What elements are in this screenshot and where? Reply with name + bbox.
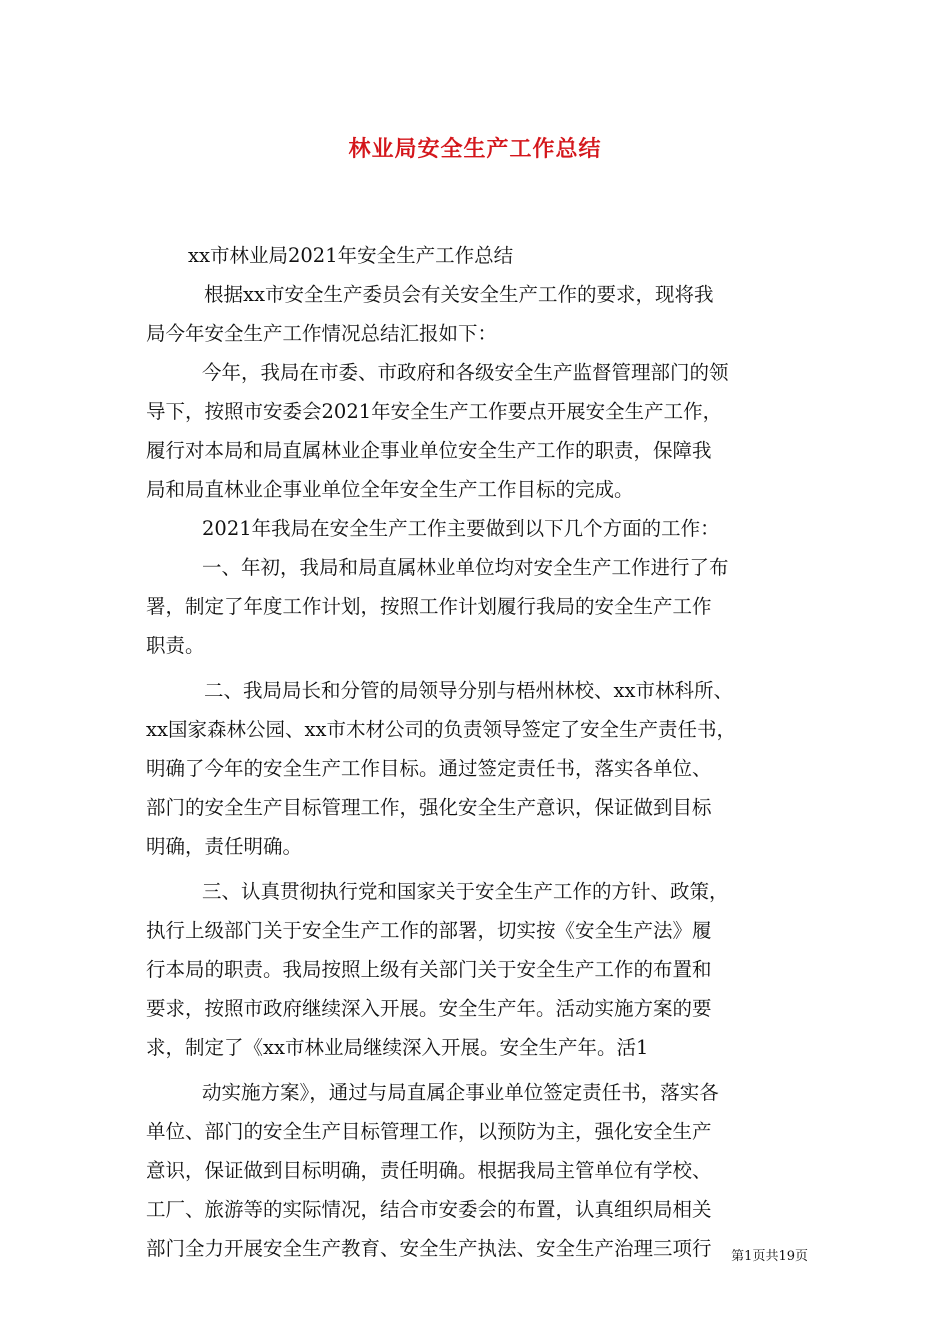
paragraph-line: 动实施方案》，通过与局直属企事业单位签定责任书，落实各 <box>202 1081 719 1104</box>
paragraph-line: 今年，我局在市委、市政府和各级安全生产监督管理部门的领 <box>202 361 729 384</box>
paragraph-line: 职责。 <box>146 634 205 657</box>
paragraph-line: 2021年我局在安全生产工作主要做到以下几个方面的工作： <box>202 517 720 540</box>
paragraph-line: 三、认真贯彻执行党和国家关于安全生产工作的方针、政策， <box>202 880 729 903</box>
paragraph-line: 履行对本局和局直属林业企事业单位安全生产工作的职责，保障我 <box>146 439 712 462</box>
paragraph-line: 意识，保证做到目标明确，责任明确。根据我局主管单位有学校、 <box>146 1159 712 1182</box>
paragraph-line: 导下，按照市安委会2021年安全生产工作要点开展安全生产工作， <box>146 400 723 423</box>
paragraph-line: 部门的安全生产目标管理工作，强化安全生产意识，保证做到目标 <box>146 796 712 819</box>
paragraph-line: 署，制定了年度工作计划，按照工作计划履行我局的安全生产工作 <box>146 595 712 618</box>
paragraph-line: 局今年安全生产工作情况总结汇报如下： <box>146 322 498 345</box>
paragraph-line: 执行上级部门关于安全生产工作的部署，切实按《安全生产法》履 <box>146 919 712 942</box>
document-title: 林业局安全生产工作总结 <box>348 137 602 162</box>
paragraph-line: 局和局直林业企事业单位全年安全生产工作目标的完成。 <box>146 478 634 501</box>
page-number-footer: 第1页共19页 <box>731 1249 808 1264</box>
paragraph-line: 根据xx市安全生产委员会有关安全生产工作的要求，现将我 <box>204 283 714 306</box>
paragraph-line: 单位、部门的安全生产目标管理工作，以预防为主，强化安全生产 <box>146 1120 712 1143</box>
paragraph-line: 二、我局局长和分管的局领导分别与梧州林校、xx市林科所、 <box>204 679 733 702</box>
paragraph-line: 要求，按照市政府继续深入开展。安全生产年。活动实施方案的要 <box>146 997 712 1020</box>
paragraph-line: 明确了今年的安全生产工作目标。通过签定责任书，落实各单位、 <box>146 757 712 780</box>
paragraph-line: 求，制定了《xx市林业局继续深入开展。安全生产年。活1 <box>146 1036 649 1059</box>
document-body <box>146 236 808 1268</box>
subtitle-line: xx市林业局2021年安全生产工作总结 <box>188 244 514 267</box>
paragraph-line: 明确，责任明确。 <box>146 835 303 858</box>
paragraph-line: 一、年初，我局和局直属林业单位均对安全生产工作进行了布 <box>202 556 729 579</box>
paragraph-line: 部门全力开展安全生产教育、安全生产执法、安全生产治理三项行 <box>146 1237 712 1260</box>
paragraph-line: 行本局的职责。我局按照上级有关部门关于安全生产工作的布置和 <box>146 958 712 981</box>
paragraph-line: 工厂、旅游等的实际情况，结合市安委会的布置，认真组织局相关 <box>146 1198 712 1221</box>
paragraph-line: xx国家森林公园、xx市木材公司的负责领导签定了安全生产责任书， <box>146 718 736 741</box>
